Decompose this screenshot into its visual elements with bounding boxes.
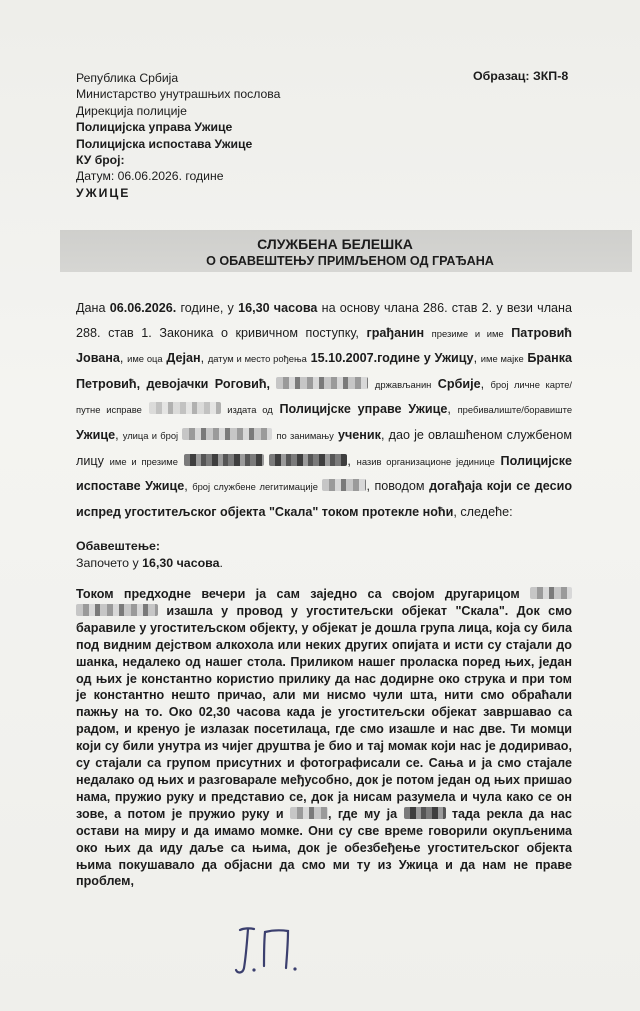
header-police-station: Полицијска испостава Ужице xyxy=(76,136,253,151)
header-republic: Република Србија xyxy=(76,71,179,85)
occupation-caption: по занимању xyxy=(276,429,334,441)
father-name: Дејан xyxy=(166,351,201,366)
intro-date: 06.06.2026. xyxy=(109,301,177,315)
street-caption: улица и број xyxy=(122,429,179,441)
citizen-name: Патровић Јована xyxy=(76,325,573,366)
header-date: Датум: 06.06.2026. године xyxy=(76,169,224,184)
header-police-administration: Полицијска управа Ужице xyxy=(76,120,233,135)
intro-legal-basis: на основу члана 286. став 2. у вези члана 288. став 1. Законика о кривичном поступку, xyxy=(76,301,573,340)
statement-body xyxy=(76,586,572,890)
date-of-birth: 15.10.2007.године у Ужицу xyxy=(310,351,474,366)
issuer-header xyxy=(76,70,280,201)
notice-start-text: Започето у xyxy=(76,556,143,570)
statement-text: Током предходне вечери ја сам заједно са својом другарицом xyxy=(76,587,520,601)
citizenship-caption: држављанин xyxy=(374,378,432,390)
intro-text: године, у xyxy=(176,301,239,315)
occupation: ученик xyxy=(337,427,381,442)
header-case-number: КУ број: xyxy=(76,153,125,168)
id-issuer: Полицијске управе Ужице xyxy=(279,402,448,417)
father-caption: име оца xyxy=(127,353,163,365)
handwritten-initials-signature xyxy=(218,916,308,986)
notice-start xyxy=(76,555,223,572)
mother-name: Бранка Петровић, девојачки Роговић, xyxy=(76,351,573,391)
notice-label: Обавештење: xyxy=(76,539,161,553)
officer-name-caption: име и презиме xyxy=(109,455,178,467)
intro-paragraph: Дана 06.06.2026. године, у 16,30 часова на основу члана 286. став 2. у вези члана 288. став 1. Законика о кривичном поступку, грађанин презиме и име Патровић Јована, име оца Дејан, датум и место рођења 15.10.2007.године у Ужицу, име мајке Бранка Петровић, девојачки Роговић, држављанин Србије, број личне карте/путне исправе издата од Полицијске управе Ужице, пребивалиште/боравиште Ужице, улица и број по занимању ученик, дао је овлашћеном службеном лицу име и презиме , назив организационе јединице Полицијске испоставе Ужице, број службене легитимације , поводом догађаја који се десио испред угоститељског објекта "Скала" током протекле ноћи, следеће: xyxy=(76,301,573,519)
document-title: СЛУЖБЕНА БЕЛЕШКА xyxy=(257,236,413,252)
name-caption: презиме и име xyxy=(431,327,504,339)
notice-block xyxy=(76,538,223,572)
form-code: Образац: ЗКП-8 xyxy=(473,69,569,83)
intro-text: Дана xyxy=(76,301,110,315)
mother-caption: име мајке xyxy=(480,353,524,365)
redacted-name xyxy=(404,807,446,819)
residence: Ужице xyxy=(76,427,116,442)
intro-time: 16,30 часова xyxy=(238,301,318,315)
dob-caption: датум и место рођења xyxy=(207,353,307,365)
statement-text: тада рекла да нас остави на миру и да имамо момке. Они су све време говорили окупљенима око њих да иду даље са њима, док је обезбеђење угоститељског објекта њима покушавало да објасни да смо ми ту из Ужица и да нам не праве проблем, xyxy=(76,806,572,889)
event-description: догађаја који се десио испред угоститељског објекта "Скала" током протекле ноћи xyxy=(76,479,573,519)
document-subtitle: О ОБАВЕШТЕЊУ ПРИМЉЕНОМ ОД ГРАЂАНА xyxy=(206,254,494,268)
unit-caption: назив организационе јединице xyxy=(356,455,495,467)
statement-text: изашла у провод у угоститељски објекат "Скала". Док смо баравиле у угоститељском објекту, у објекат је дошла група лица, која су била под видним дејством алкохола или неких других опијата и исти су стајали до шанка, недалеко од нашег стола. Приликом нашег проласка поред њих, један од њих је константно користио прилику да нас додирне око струка и при том је константно нешто причао, али ми нисмо чули шта, нити смо обраћали пажњу на то. Око 02,30 часова када је угоститељски објекат завршавао са радом, и кренуо је излазак посетилаца, где смо изашле и нас две. Ти момци који су били унутра из чијег друштва је био и тај момак који нас је додиривао, су стајали са групом присутних и фотографисали се. Сања и ја смо стајале недалако од њих и разговарале међусобно, док је потом један од њих пришао нама, пружио руку и представио се, док ја нисам разумела и чула како се он зове, а потом је пружио руку и xyxy=(76,603,572,821)
notice-start-text: . xyxy=(219,556,223,570)
badge-caption: број службене легитимације xyxy=(192,481,318,493)
issued-by-caption: издата од xyxy=(227,404,273,416)
citizen-label: грађанин xyxy=(366,325,425,340)
redacted-badge xyxy=(322,479,366,491)
redacted-name xyxy=(290,807,328,819)
statement-text: , где му ја xyxy=(328,806,398,821)
redacted-friend-last xyxy=(76,604,158,616)
id-caption: број личне карте/путне исправе xyxy=(76,378,573,416)
residence-caption: пребивалиште/боравиште xyxy=(457,404,573,416)
redacted-officer-last xyxy=(269,454,347,466)
organizational-unit: Полицијске испоставе Ужице xyxy=(76,453,572,494)
redacted-field xyxy=(276,377,368,389)
header-city: УЖИЦЕ xyxy=(76,185,131,200)
redacted-officer-first xyxy=(184,454,264,466)
redacted-street xyxy=(182,428,272,440)
notice-start-time: 16,30 часова xyxy=(142,556,220,570)
header-directorate: Дирекција полиције xyxy=(76,103,187,118)
intro-text: дао је овлашћеном службеном лицу xyxy=(76,427,573,468)
citizenship: Србије xyxy=(437,376,481,391)
intro-text: поводом xyxy=(374,479,425,494)
redacted-id-number xyxy=(149,402,221,414)
redacted-friend-first xyxy=(530,587,572,599)
header-ministry: Министарство унутрашњих послова xyxy=(76,87,281,102)
intro-text: , следеће: xyxy=(453,504,513,519)
